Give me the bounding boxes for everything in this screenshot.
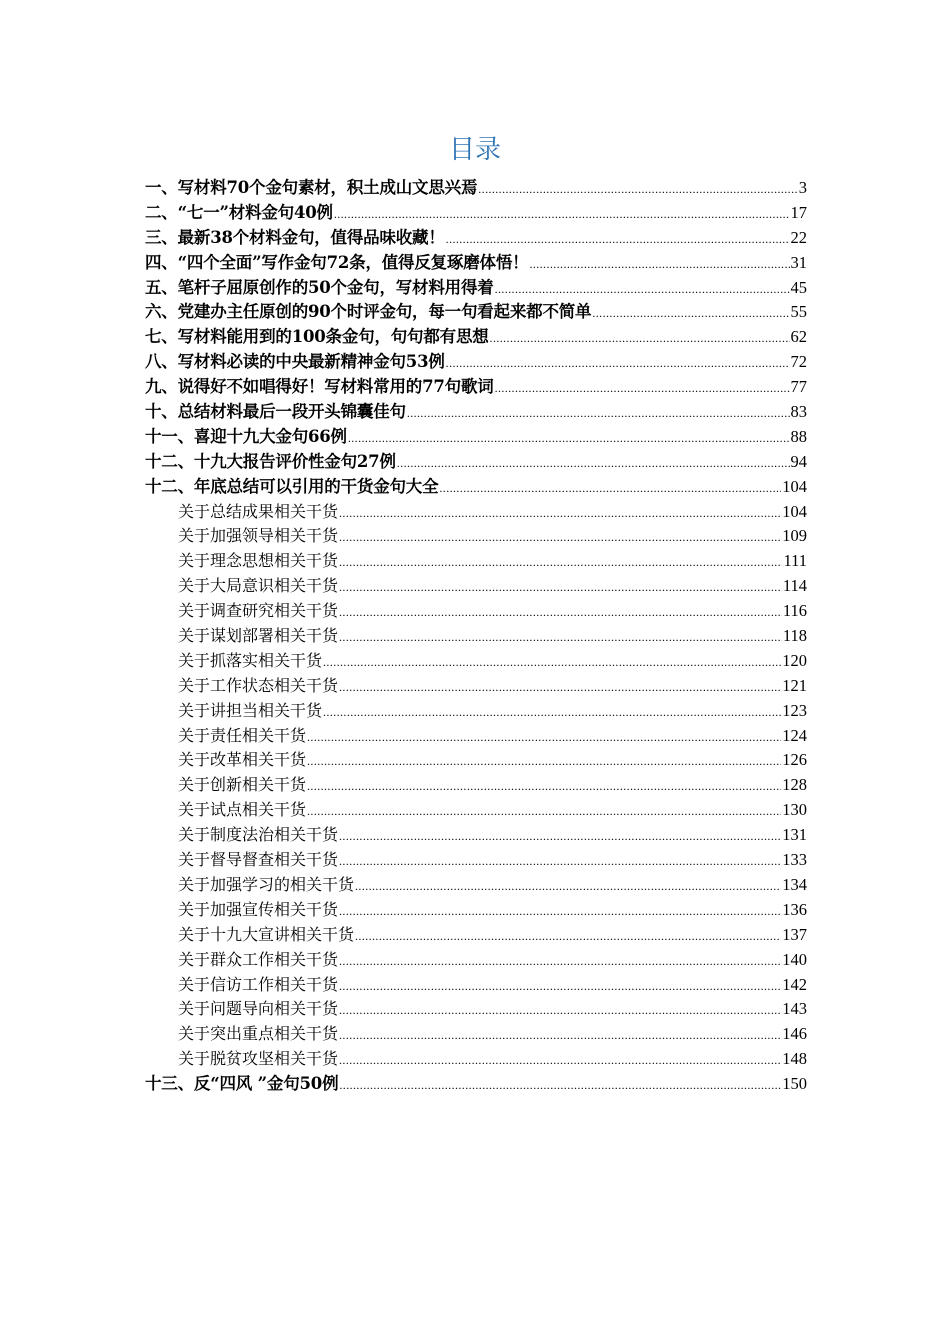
toc-entry-title: 关于加强宣传相关干货 [178,899,339,919]
toc-entry-section[interactable] [145,649,807,674]
toc-dot-leader [339,974,781,999]
toc-dot-leader [339,1073,781,1098]
toc-page-number: 143 [782,999,807,1019]
toc-entry-title: 关于十九大宣讲相关干货 [178,924,355,944]
toc-entry-section[interactable] [145,848,807,873]
toc-entry-chapter[interactable] [145,400,807,425]
toc-dot-leader [529,252,789,277]
toc-page-number: 72 [790,352,807,372]
toc-dot-leader [592,301,789,326]
toc-entry-title: 关于创新相关干货 [178,775,307,795]
toc-entry-section[interactable] [145,923,807,948]
toc-dot-leader [339,675,781,700]
toc-entry-title: 八、写材料必读的中央最新精神金句53例 [145,352,445,372]
toc-dot-leader [339,501,781,526]
toc-page-number: 88 [790,426,807,446]
toc-page-number: 142 [782,974,807,994]
toc-dot-leader [446,351,790,376]
toc-page-number: 133 [782,850,807,870]
toc-page-number: 146 [782,1024,807,1044]
toc-page-number: 114 [782,576,807,596]
toc-entry-title: 关于改革相关干货 [178,750,307,770]
toc-entry-section[interactable] [145,748,807,773]
toc-entry-title: 五、笔杆子屈原创作的50个金句，写材料用得着 [145,277,494,297]
toc-page-number: 111 [783,551,807,571]
toc-dot-leader [307,774,781,799]
toc-dot-leader [339,849,781,874]
toc-dot-leader [339,575,782,600]
toc-entry-chapter[interactable] [145,300,807,325]
toc-entry-title: 关于抓落实相关干货 [178,650,323,670]
toc-page-number: 109 [782,526,807,546]
toc-page-number: 148 [782,1049,807,1069]
toc-dot-leader [339,824,781,849]
toc-entry-title: 关于群众工作相关干货 [178,949,339,969]
toc-dot-leader [355,874,781,899]
toc-entry-title: 关于大局意识相关干货 [178,576,339,596]
toc-entry-title: 七、写材料能用到的100条金句，句句都有思想 [145,327,489,347]
toc-page-number: 77 [790,377,807,397]
toc-entry-title: 关于试点相关干货 [178,800,307,820]
toc-page-number: 131 [782,825,807,845]
toc-page-number: 104 [782,476,807,496]
toc-title: 目录 [448,135,501,165]
toc-page-number: 137 [782,924,807,944]
toc-page-number: 83 [790,402,807,422]
toc-page-number: 55 [790,302,807,322]
toc-entry-section[interactable] [145,1047,807,1072]
toc-entry-chapter[interactable] [145,475,807,500]
toc-entry-chapter[interactable] [145,350,807,375]
toc-entry-title: 九、说得好不如唱得好！写材料常用的77句歌词 [145,377,494,397]
toc-entry-title: 一、写材料70个金句素材，积土成山文思兴焉 [145,178,478,197]
toc-entry-chapter[interactable] [145,450,807,475]
toc-entry-title: 关于理念思想相关干货 [178,551,339,571]
toc-dot-leader [339,899,781,924]
toc-page-number: 104 [782,501,807,521]
toc-entry-chapter[interactable] [145,375,807,400]
toc-entry-section[interactable] [145,674,807,699]
toc-page-number: 94 [790,451,807,471]
toc-dot-leader [478,177,797,202]
toc-entry-title: 三、最新38个材料金句，值得品味收藏！ [145,227,445,247]
toc-dot-leader [355,924,781,949]
toc-entry-title: 关于讲担当相关干货 [178,700,323,720]
toc-dot-leader [490,326,790,351]
toc-entry-section[interactable] [145,574,807,599]
toc-entry-chapter[interactable] [145,1072,807,1097]
toc-dot-leader [307,725,781,750]
toc-page-number: 150 [782,1074,807,1094]
toc-entry-chapter[interactable] [145,251,807,276]
toc-page-number: 126 [782,750,807,770]
toc-entry-section[interactable] [145,823,807,848]
toc-dot-leader [339,998,781,1023]
toc-entry-title: 关于制度法治相关干货 [178,825,339,845]
toc-entry-title: 关于总结成果相关干货 [178,501,339,521]
toc-entry-title: 十二、十九大报告评价性金句27例 [145,451,396,471]
toc-page-number: 22 [790,227,807,247]
toc-dot-leader [439,476,781,501]
toc-entry-title: 十、总结材料最后一段开头锦囊佳句 [145,402,406,422]
toc-page-number: 17 [790,202,807,222]
toc-entry-title: 关于突出重点相关干货 [178,1024,339,1044]
toc-page-number: 134 [782,874,807,894]
toc-dot-leader [339,600,782,625]
toc-entry-section[interactable] [145,973,807,998]
toc-entry-section[interactable] [145,1022,807,1047]
toc-dot-leader [339,525,781,550]
toc-entry-title: 四、“四个全面”写作金句72条，值得反复琢磨体悟！ [145,252,529,272]
toc-page-number: 123 [782,700,807,720]
toc-entry-section[interactable] [145,524,807,549]
toc-dot-leader [339,1023,781,1048]
toc-entry-title: 关于信访工作相关干货 [178,974,339,994]
toc-entry-chapter[interactable] [145,201,807,226]
toc-dot-leader [339,949,781,974]
toc-entry-section[interactable] [145,724,807,749]
toc-dot-leader [348,426,790,451]
toc-entry-section[interactable] [145,549,807,574]
toc-dot-leader [339,625,782,650]
toc-entry-title: 关于工作状态相关干货 [178,675,339,695]
toc-entry-title: 关于加强领导相关干货 [178,526,339,546]
toc-entry-title: 关于责任相关干货 [178,725,307,745]
toc-entry-chapter[interactable] [145,276,807,301]
toc-dot-leader [495,376,790,401]
toc-entry-section[interactable] [145,599,807,624]
toc-list [145,176,807,1097]
toc-page-number: 31 [790,252,807,272]
toc-entry-title: 十二、年底总结可以引用的干货金句大全 [145,476,439,496]
toc-entry-title: 关于谋划部署相关干货 [178,626,339,646]
toc-page-number: 116 [782,601,807,621]
toc-page-number: 62 [790,327,807,347]
toc-entry-section[interactable] [145,500,807,525]
toc-page-number: 118 [782,626,807,646]
toc-entry-section[interactable] [145,624,807,649]
toc-page-number: 45 [790,277,807,297]
toc-dot-leader [397,451,790,476]
toc-entry-title: 关于加强学习的相关干货 [178,874,355,894]
toc-entry-title: 二、“七一”材料金句40例 [145,202,333,222]
toc-dot-leader [323,650,781,675]
toc-page-number: 140 [782,949,807,969]
toc-dot-leader [339,1048,781,1073]
toc-entry-chapter[interactable] [145,176,807,201]
toc-entry-title: 关于问题导向相关干货 [178,999,339,1019]
toc-entry-chapter[interactable] [145,425,807,450]
toc-dot-leader [307,799,781,824]
toc-dot-leader [307,749,781,774]
toc-dot-leader [495,277,790,302]
toc-page-number: 136 [782,899,807,919]
toc-entry-chapter[interactable] [145,226,807,251]
toc-entry-section[interactable] [145,873,807,898]
toc-entry-title: 六、党建办主任原创的90个时评金句，每一句看起来都不简单 [145,302,592,322]
toc-entry-title: 关于调查研究相关干货 [178,601,339,621]
toc-entry-title: 关于脱贫攻坚相关干货 [178,1049,339,1069]
toc-entry-section[interactable] [145,997,807,1022]
toc-dot-leader [323,700,781,725]
toc-page-number: 124 [782,725,807,745]
toc-entry-title: 十三、反“四风 ”金句50例 [145,1074,339,1094]
toc-entry-section[interactable] [145,898,807,923]
toc-dot-leader [446,227,790,252]
toc-dot-leader [339,550,782,575]
toc-entry-section[interactable] [145,699,807,724]
toc-page-number: 3 [798,178,807,197]
toc-page-number: 120 [782,650,807,670]
toc-entry-section[interactable] [145,948,807,973]
toc-entry-section[interactable] [145,798,807,823]
toc-dot-leader [334,202,790,227]
toc-page-number: 128 [782,775,807,795]
toc-page-number: 130 [782,800,807,820]
toc-dot-leader [407,401,790,426]
toc-entry-section[interactable] [145,773,807,798]
toc-entry-title: 关于督导督查相关干货 [178,850,339,870]
toc-page-number: 121 [782,675,807,695]
toc-entry-title: 十一、喜迎十九大金句66例 [145,426,347,446]
toc-entry-chapter[interactable] [145,325,807,350]
